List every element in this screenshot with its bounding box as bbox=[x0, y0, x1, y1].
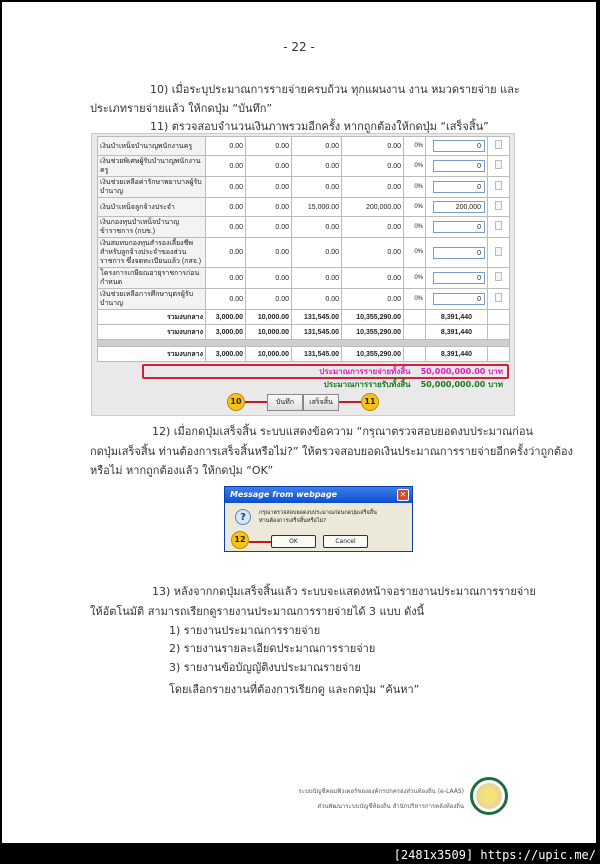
percent-cell: 0% bbox=[404, 217, 426, 238]
document-icon[interactable] bbox=[495, 140, 502, 149]
amount-cell: 0.00 bbox=[342, 137, 404, 156]
sum-amount: 10,000.00 bbox=[246, 347, 292, 362]
percent-cell: 0% bbox=[404, 198, 426, 217]
percent-cell: 0% bbox=[404, 289, 426, 310]
close-icon[interactable]: ✕ bbox=[397, 489, 409, 501]
row-label: เงินบำเหน็จลูกจ้างประจำ bbox=[98, 198, 206, 217]
save-button[interactable]: บันทึก bbox=[267, 394, 303, 411]
empty-cell bbox=[488, 325, 510, 340]
callout-arrow bbox=[249, 541, 271, 543]
callout-arrow bbox=[339, 401, 361, 403]
watermark: [2481x3509] https://upic.me/ bbox=[393, 848, 596, 862]
table-row bbox=[98, 238, 510, 268]
detail-cell bbox=[488, 268, 510, 289]
income-total-label: ประมาณการรายรับทั้งสิ้น bbox=[323, 380, 411, 389]
table-row bbox=[98, 198, 510, 217]
step-12-line1: 12) เมื่อกดปุ่มเสร็จสิ้น ระบบแสดงข้อความ “กรุณาตรวจสอบยอดงบประมาณก่อน bbox=[152, 425, 534, 438]
sum-amount: 10,355,290.00 bbox=[342, 325, 404, 340]
step-12-line3: หรือไม่ หากถูกต้องแล้ว ให้กดปุ่ม “OK” bbox=[90, 464, 274, 477]
row-label: เงินช่วยเหลือการศึกษาบุตรผู้รับบำนาญ bbox=[98, 289, 206, 310]
amount-cell: 0.00 bbox=[342, 217, 404, 238]
input-cell bbox=[426, 156, 488, 177]
callout-badge-12: 12 bbox=[231, 531, 249, 549]
step-10-line1: 10) เมื่อระบุประมาณการรายจ่ายครบถ้วน ทุกแผนงาน งาน หมวดรายจ่าย และ bbox=[150, 83, 520, 96]
amount-cell: 0.00 bbox=[246, 137, 292, 156]
input-cell bbox=[426, 198, 488, 217]
input-cell bbox=[426, 289, 488, 310]
percent-cell: 0% bbox=[404, 268, 426, 289]
table-row bbox=[98, 289, 510, 310]
step-13-closing: โดยเลือกรายงานที่ต้องการเรียกดู และกดปุ่ม “ค้นหา” bbox=[169, 683, 420, 696]
percent-cell: 0% bbox=[404, 238, 426, 268]
expense-total-row bbox=[144, 366, 507, 377]
sum-amount: 131,545.00 bbox=[292, 310, 342, 325]
amount-cell: 0.00 bbox=[342, 289, 404, 310]
row-label: เงินช่วยเหลือค่ารักษาพยาบาลผู้รับบำนาญ bbox=[98, 177, 206, 198]
income-total-row bbox=[97, 379, 509, 390]
highlight-box bbox=[142, 364, 509, 379]
detail-cell bbox=[488, 156, 510, 177]
document-icon[interactable] bbox=[495, 272, 502, 281]
row-label: เงินกองทุนบำเหน็จบำนาญข้าราชการ (กบข.) bbox=[98, 217, 206, 238]
footer-department: ส่วนพัฒนาระบบบัญชีท้องถิ่น สำนักบริหารการคลังท้องถิ่น bbox=[317, 803, 464, 810]
sum-amount: 10,355,290.00 bbox=[342, 347, 404, 362]
dialog-message-line2: ท่านต้องการเสร็จสิ้นหรือไม่? bbox=[259, 518, 327, 524]
report-option-3: 3) รายงานข้อบัญญัติงบประมาณรายจ่าย bbox=[169, 661, 361, 674]
document-icon[interactable] bbox=[495, 160, 502, 169]
sum-label: รวมงบกลาง bbox=[98, 347, 206, 362]
expense-total-value: 50,000,000.00 บาท bbox=[420, 367, 503, 376]
sum-row bbox=[98, 347, 510, 362]
amount-cell: 0.00 bbox=[206, 268, 246, 289]
amount-cell: 0.00 bbox=[342, 156, 404, 177]
sum-amount: 10,000.00 bbox=[246, 310, 292, 325]
amount-input[interactable]: 200,000 bbox=[433, 201, 485, 213]
row-label: เงินสมทบกองทุนสำรองเลี้ยงชีพสำหรับลูกจ้างประจำของส่วนราชการ ซึ่งจดทะเบียนแล้ว (กสจ.) bbox=[98, 238, 206, 268]
budget-table bbox=[97, 136, 510, 362]
percent-cell: 0% bbox=[404, 156, 426, 177]
sum-amount: 3,000.00 bbox=[206, 347, 246, 362]
footer-system-name: ระบบบัญชีคอมพิวเตอร์ขององค์กรปกครองส่วนท้องถิ่น (e-LAAS) bbox=[298, 788, 464, 795]
callout-badge-10: 10 bbox=[227, 393, 245, 411]
separator-row bbox=[98, 340, 510, 347]
detail-cell bbox=[488, 137, 510, 156]
empty-cell bbox=[404, 310, 426, 325]
amount-input[interactable]: 0 bbox=[433, 293, 485, 305]
table-row bbox=[98, 137, 510, 156]
amount-cell: 0.00 bbox=[292, 177, 342, 198]
empty-cell bbox=[404, 347, 426, 362]
table-row bbox=[98, 217, 510, 238]
document-icon[interactable] bbox=[495, 201, 502, 210]
amount-cell: 0.00 bbox=[246, 156, 292, 177]
amount-cell: 0.00 bbox=[246, 268, 292, 289]
input-cell bbox=[426, 238, 488, 268]
empty-cell bbox=[404, 325, 426, 340]
detail-cell bbox=[488, 198, 510, 217]
confirm-dialog bbox=[224, 486, 413, 552]
dialog-message-line1: กรุณาตรวจสอบยอดงบประมาณก่อนกดปุ่มเสร็จสิ้น bbox=[259, 510, 377, 516]
amount-cell: 0.00 bbox=[292, 238, 342, 268]
sum-amount: 131,545.00 bbox=[292, 347, 342, 362]
amount-cell: 15,000.00 bbox=[292, 198, 342, 217]
department-seal-logo bbox=[470, 777, 508, 815]
sum-amount: 10,355,290.00 bbox=[342, 310, 404, 325]
sum-row bbox=[98, 310, 510, 325]
detail-cell bbox=[488, 238, 510, 268]
amount-cell: 0.00 bbox=[246, 217, 292, 238]
amount-input[interactable]: 0 bbox=[433, 140, 485, 152]
amount-cell: 0.00 bbox=[206, 137, 246, 156]
amount-cell: 0.00 bbox=[206, 198, 246, 217]
sum-amount: 3,000.00 bbox=[206, 325, 246, 340]
amount-cell: 0.00 bbox=[292, 156, 342, 177]
amount-cell: 0.00 bbox=[292, 289, 342, 310]
table-row bbox=[98, 156, 510, 177]
document-page bbox=[2, 2, 596, 843]
amount-cell: 0.00 bbox=[206, 217, 246, 238]
amount-cell: 0.00 bbox=[342, 177, 404, 198]
amount-cell: 0.00 bbox=[246, 198, 292, 217]
document-icon[interactable] bbox=[495, 293, 502, 302]
document-icon[interactable] bbox=[495, 221, 502, 230]
sum-amount: 3,000.00 bbox=[206, 310, 246, 325]
table-row bbox=[98, 268, 510, 289]
step-11-text: 11) ตรวจสอบจำนวนเงินภาพรวมอีกครั้ง หากถูกต้องให้กดปุ่ม “เสร็จสิ้น” bbox=[150, 120, 489, 133]
budget-table-screenshot bbox=[91, 133, 515, 416]
input-cell bbox=[426, 137, 488, 156]
amount-cell: 0.00 bbox=[292, 217, 342, 238]
row-label: เงินบำเหน็จบำนาญพนักงานครู bbox=[98, 137, 206, 156]
report-option-1: 1) รายงานประมาณการรายจ่าย bbox=[169, 624, 321, 637]
document-icon[interactable] bbox=[495, 247, 502, 256]
sum-label: รวมงบกลาง bbox=[98, 310, 206, 325]
dialog-message bbox=[259, 509, 377, 525]
amount-input[interactable]: 0 bbox=[433, 247, 485, 259]
sum-total: 8,391,440 bbox=[426, 347, 488, 362]
amount-cell: 0.00 bbox=[342, 238, 404, 268]
callout-badge-11: 11 bbox=[361, 393, 379, 411]
sum-label: รวมงบกลาง bbox=[98, 325, 206, 340]
amount-input[interactable]: 0 bbox=[433, 181, 485, 193]
callout-arrow bbox=[245, 401, 267, 403]
amount-cell: 0.00 bbox=[246, 238, 292, 268]
step-12-line2: กดปุ่มเสร็จสิ้น ท่านต้องการเสร็จสิ้นหรือไม่?” ให้ตรวจสอบยอดเงินประมาณการรายจ่ายอีกครั้งว่าถูกต้อง bbox=[90, 445, 573, 458]
amount-cell: 0.00 bbox=[206, 238, 246, 268]
expense-total-label: ประมาณการรายจ่ายทั้งสิ้น bbox=[319, 367, 411, 376]
step-13-line2: ให้อัตโนมัติ สามารถเรียกดูรายงานประมาณการรายจ่ายได้ 3 แบบ ดังนี้ bbox=[90, 605, 425, 618]
question-icon: ? bbox=[235, 509, 251, 525]
table-row bbox=[98, 177, 510, 198]
button-row bbox=[97, 392, 509, 412]
amount-cell: 0.00 bbox=[206, 177, 246, 198]
amount-cell: 0.00 bbox=[206, 156, 246, 177]
sum-amount: 131,545.00 bbox=[292, 325, 342, 340]
income-total-value: 50,000,000.00 บาท bbox=[420, 380, 503, 389]
report-option-2: 2) รายงานรายละเอียดประมาณการรายจ่าย bbox=[169, 642, 376, 655]
empty-cell bbox=[488, 310, 510, 325]
input-cell bbox=[426, 217, 488, 238]
input-cell bbox=[426, 177, 488, 198]
amount-cell: 0.00 bbox=[246, 177, 292, 198]
empty-cell bbox=[488, 347, 510, 362]
percent-cell: 0% bbox=[404, 177, 426, 198]
detail-cell bbox=[488, 217, 510, 238]
amount-input[interactable]: 0 bbox=[433, 160, 485, 172]
sum-total: 8,391,440 bbox=[426, 310, 488, 325]
ok-button[interactable]: OK bbox=[271, 535, 316, 548]
dialog-title: Message from webpage bbox=[225, 487, 412, 503]
document-icon[interactable] bbox=[495, 181, 502, 190]
cancel-button[interactable]: Cancel bbox=[323, 535, 368, 548]
amount-cell: 0.00 bbox=[292, 137, 342, 156]
amount-cell: 0.00 bbox=[246, 289, 292, 310]
sum-amount: 10,000.00 bbox=[246, 325, 292, 340]
amount-input[interactable]: 0 bbox=[433, 221, 485, 233]
percent-cell: 0% bbox=[404, 137, 426, 156]
row-label: เงินช่วยพิเศษผู้รับบำนาญพนักงานครู bbox=[98, 156, 206, 177]
detail-cell bbox=[488, 177, 510, 198]
amount-input[interactable]: 0 bbox=[433, 272, 485, 284]
totals-block bbox=[97, 364, 509, 390]
input-cell bbox=[426, 268, 488, 289]
amount-cell: 0.00 bbox=[292, 268, 342, 289]
sum-row bbox=[98, 325, 510, 340]
step-13-line1: 13) หลังจากกดปุ่มเสร็จสิ้นแล้ว ระบบจะแสดงหน้าจอรายงานประมาณการรายจ่าย bbox=[152, 585, 536, 598]
amount-cell: 0.00 bbox=[206, 289, 246, 310]
finish-button[interactable]: เสร็จสิ้น bbox=[303, 394, 339, 411]
page-number: - 22 - bbox=[283, 40, 315, 54]
detail-cell bbox=[488, 289, 510, 310]
step-10-line2: ประเภทรายจ่ายแล้ว ให้กดปุ่ม “บันทึก” bbox=[90, 102, 273, 115]
sum-total: 8,391,440 bbox=[426, 325, 488, 340]
row-label: โครงการเกษียณอายุราชการก่อนกำหนด bbox=[98, 268, 206, 289]
amount-cell: 0.00 bbox=[342, 268, 404, 289]
amount-cell: 200,000.00 bbox=[342, 198, 404, 217]
